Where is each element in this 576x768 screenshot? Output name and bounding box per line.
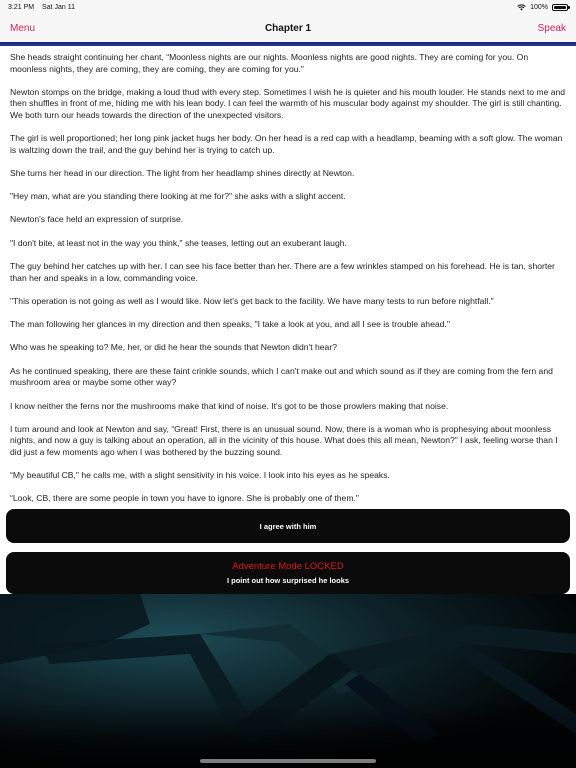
wifi-icon — [517, 4, 526, 11]
status-right — [517, 4, 568, 11]
story-paragraph: Newton stomps on the bridge, making a loud thud with every step. Sometimes I wish he is quieter and his mouth louder. He stands next to me and then shuffles in front of me, hiding me with his lean body. I can feel the warmth of his muscular body against my shoulder. The girl is still chanting. We both turn our heads towards the direction of the unexpected visitors. — [10, 86, 566, 120]
story-text — [10, 52, 566, 517]
status-left — [8, 4, 81, 11]
story-paragraph: I know neither the ferns nor the mushrooms make that kind of noise. It's got to be those prowlers making that noise. — [10, 400, 449, 411]
story-paragraph: “Look, CB, there are some people in town you have to ignore. She is probably one of them." — [10, 493, 359, 504]
story-paragraph: As he continued speaking, there are these faint crinkle sounds, which I can't make out and which sound as if they are coming from the fern and mushroom area or maybe some other way? — [10, 365, 553, 388]
choice-label: I agree with him — [259, 521, 317, 531]
navigation-bar — [0, 14, 576, 42]
story-paragraph: The guy behind her catches up with her. I can see his face better than her. There are a few wrinkles stamped on his forehead. He is tan, shorter than her and speaks in a low, commanding voice. — [10, 261, 555, 283]
story-paragraph: "This operation is not going as well as I would like. Now let's get back to the facility. We have many tests to run before nightfall." — [10, 295, 494, 306]
adventure-mode-locked-label: Adventure Mode LOCKED — [232, 561, 344, 572]
choice-point-out-button[interactable] — [6, 552, 570, 594]
menu-button[interactable]: Menu — [10, 22, 36, 34]
story-paragraph: She turns her head in our direction. The light from her headlamp shines directly at Newton. — [10, 167, 355, 178]
status-date: Sat Jan 11 — [42, 3, 75, 11]
header-divider — [0, 42, 576, 46]
story-paragraph: She heads straight continuing her chant, “Moonless nights are our nights. Moonless nights are good nights. They are coming for you. On moonless nights, they are coming, they are coming, they are coming for you." — [10, 52, 529, 74]
story-paragraph: The girl is well proportioned; her long pink jacket hugs her body. On her head is a red cap with a headlamp, beaming with a soft glow. The woman is waltzing down the trail, and the guy behind her is trying to catch up. — [10, 133, 563, 155]
story-paragraph: Who was he speaking to? Me, her, or did he hear the sounds that Newton didn't hear? — [10, 342, 337, 353]
chapter-title: Chapter 1 — [264, 22, 312, 34]
battery-percent: 100% — [530, 3, 548, 11]
story-paragraph: "Hey man, what are you standing there looking at me for?" she asks with a slight accent. — [10, 191, 346, 202]
background-house-art — [0, 594, 576, 768]
story-paragraph: I turn around and look at Newton and say, “Great! First, there is an unusual sound. Now, there is a woman who is prophesying about moonless nights, and now a guy is talking about an operation, all in the vicinity of this house. What does this all mean, Newton?" I ask, feeling worse than I did just a few moments ago when I was bothered by the buzzing sound. — [10, 423, 558, 457]
status-time: 3:21 PM — [8, 3, 35, 11]
story-paragraph: The man following her glances in my direction and then speaks, "I take a look at you, and all I see is trouble ahead." — [10, 319, 450, 330]
choice-label: I point out how surprised he looks — [226, 576, 350, 585]
background-image — [0, 594, 576, 768]
status-bar — [0, 0, 576, 14]
choice-agree-button[interactable] — [6, 509, 570, 543]
story-paragraph: “My beautiful CB," he calls me, with a slight sensitivity in his voice. I look into his eyes as he speaks. — [10, 470, 390, 481]
story-paragraph: "I don't bite, at least not in the way you think," she teases, letting out an exuberant laugh. — [10, 237, 347, 248]
battery-icon — [552, 4, 568, 11]
story-paragraph: Newton's face held an expression of surprise. — [10, 214, 184, 225]
speak-button[interactable]: Speak — [537, 22, 566, 34]
home-indicator — [200, 759, 376, 763]
